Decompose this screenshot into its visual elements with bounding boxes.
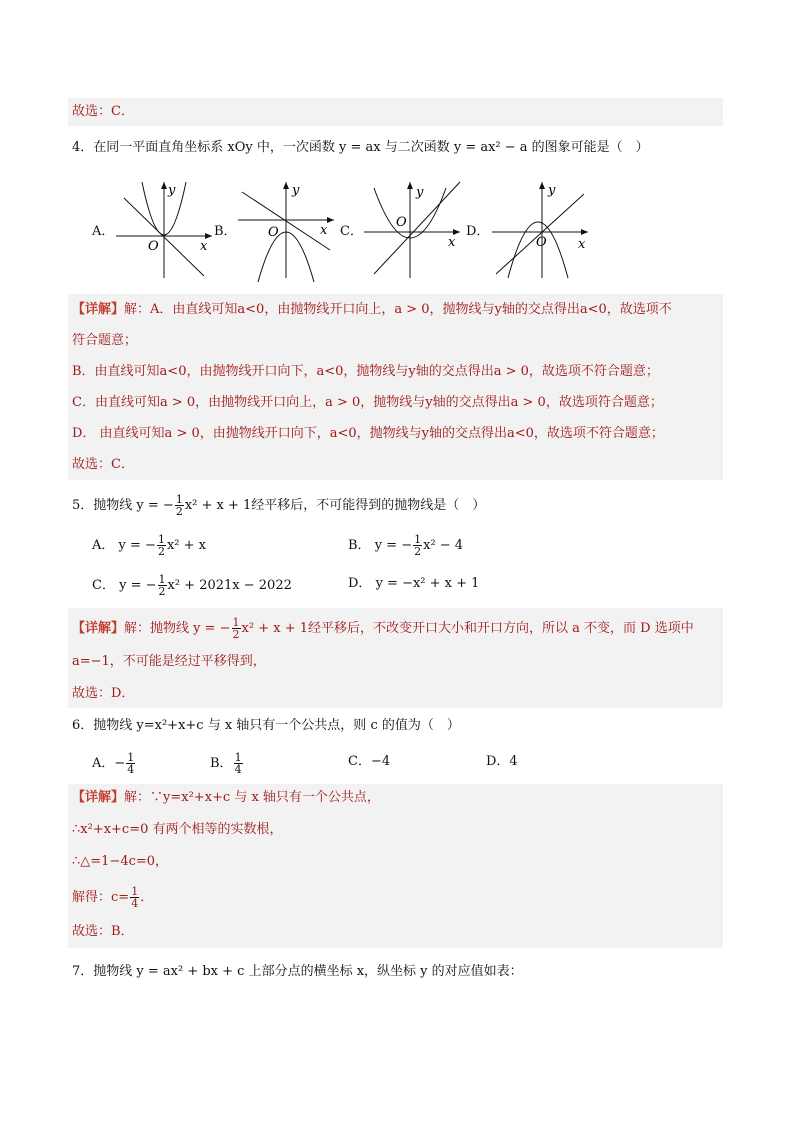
- q4-graph-c: [360, 178, 464, 282]
- q4-c-y-label: y: [416, 185, 424, 200]
- q6-detail-line-1: 【详解】解：∵y=x²+x+c 与 x 轴只有一个公共点，: [72, 790, 380, 805]
- fraction: $\frac{1}{4}$: [131, 885, 139, 910]
- q4-option-b-label: B．: [214, 224, 237, 239]
- q4-a-origin-label: O: [148, 239, 159, 254]
- fraction: $\frac{1}{2}$: [414, 533, 422, 558]
- detail-tag: 【详解】: [72, 621, 125, 636]
- q4-detail-line-4: C．由直线可知a > 0，由抛物线开口向上，a > 0，抛物线与y轴的交点得出a > 0，故选项符合题意；: [72, 395, 663, 410]
- fraction: $\frac{1}{2}$: [175, 493, 183, 518]
- q4-a-x-label: x: [200, 239, 208, 254]
- q4-b-x-label: x: [320, 223, 328, 238]
- q4-b-y-label: y: [292, 183, 300, 198]
- q4-option-c-label: C．: [340, 224, 363, 239]
- q4-graph-d: [488, 178, 592, 282]
- q4-b-origin-label: O: [268, 225, 279, 240]
- q5-option-c[interactable]: C． y = − $\frac{1}{2}$ x² + 2021x − 2022: [92, 573, 292, 598]
- fraction: $\frac{1}{2}$: [232, 616, 240, 641]
- highlight-block: [68, 98, 723, 126]
- detail-tag: 【详解】: [72, 790, 125, 805]
- q5-answer: 故选：D．: [72, 686, 135, 701]
- q5-detail-line-1: 【详解】解：抛物线 y = − $\frac{1}{2}$ x² + x + 1经平移后，不改变开口大小和开口方向，所以 a 不变，而 D 选项中: [72, 616, 694, 641]
- q4-detail-line-5: D． 由直线可知a > 0，由抛物线开口向下，a<0，抛物线与y轴的交点得出a<0，故选项不符合题意；: [72, 426, 664, 441]
- q4-stem: 4．在同一平面直角坐标系 xOy 中，一次函数 y = ax 与二次函数 y = ax² − a 的图象可能是（ ）: [72, 140, 649, 155]
- q6-option-d[interactable]: D．4: [486, 754, 518, 769]
- q6-answer: 故选：B．: [72, 924, 134, 939]
- q7-stem: 7．抛物线 y = ax² + bx + c 上部分点的横坐标 x，纵坐标 y 的对应值如表：: [72, 964, 523, 979]
- q4-answer: 故选：C．: [72, 457, 134, 472]
- q4-c-origin-label: O: [396, 215, 407, 230]
- q3-answer: 故选：C．: [72, 104, 134, 119]
- q4-d-y-label: y: [548, 183, 556, 198]
- q5-option-b[interactable]: B． y = − $\frac{1}{2}$ x² − 4: [348, 533, 464, 558]
- fraction: $\frac{1}{4}$: [234, 751, 242, 776]
- q4-graph-b: [234, 178, 338, 282]
- q6-detail-line-4: 解得：c= $\frac{1}{4}$ ．: [72, 885, 154, 910]
- q6-detail-line-2: ∴x²+x+c=0 有两个相等的实数根，: [72, 822, 283, 837]
- detail-tag: 【详解】: [72, 302, 125, 317]
- q4-detail-line-1: 【详解】解：A．由直线可知a<0，由抛物线开口向上，a > 0，抛物线与y轴的交点得出a<0，故选项不: [72, 302, 672, 317]
- q4-c-x-label: x: [448, 235, 456, 250]
- fraction: $\frac{1}{4}$: [127, 751, 135, 776]
- q5-detail-line-2: a=−1，不可能是经过平移得到，: [72, 654, 266, 669]
- highlight-block: [68, 294, 723, 480]
- q5-option-a[interactable]: A． y = − $\frac{1}{2}$ x² + x: [92, 533, 206, 558]
- q5-option-d[interactable]: D． y = −x² + x + 1: [348, 576, 480, 591]
- q6-option-c[interactable]: C．−4: [348, 754, 391, 769]
- fraction: $\frac{1}{2}$: [158, 573, 166, 598]
- q4-graph-a: [112, 178, 216, 282]
- q6-detail-line-3: ∴△=1−4c=0，: [72, 854, 169, 869]
- q6-option-a[interactable]: A．− $\frac{1}{4}$: [92, 751, 135, 776]
- fraction: $\frac{1}{2}$: [157, 533, 165, 558]
- q6-option-b[interactable]: B． $\frac{1}{4}$: [210, 751, 242, 776]
- q4-detail-line-3: B．由直线可知a<0，由抛物线开口向下，a<0，抛物线与y轴的交点得出a > 0，故选项不符合题意；: [72, 364, 659, 379]
- q4-a-y-label: y: [168, 183, 176, 198]
- q4-option-a-label: A．: [92, 224, 115, 239]
- q5-stem: 5．抛物线 y = − $\frac{1}{2}$ x² + x + 1经平移后，不可能得到的抛物线是（ ）: [72, 493, 486, 518]
- q6-stem: 6．抛物线 y=x²+x+c 与 x 轴只有一个公共点，则 c 的值为（ ）: [72, 718, 460, 733]
- q4-detail-line-2: 符合题意；: [72, 333, 138, 348]
- q4-d-origin-label: O: [536, 235, 547, 250]
- q4-option-d-label: D．: [466, 224, 490, 239]
- q4-d-x-label: x: [578, 237, 586, 252]
